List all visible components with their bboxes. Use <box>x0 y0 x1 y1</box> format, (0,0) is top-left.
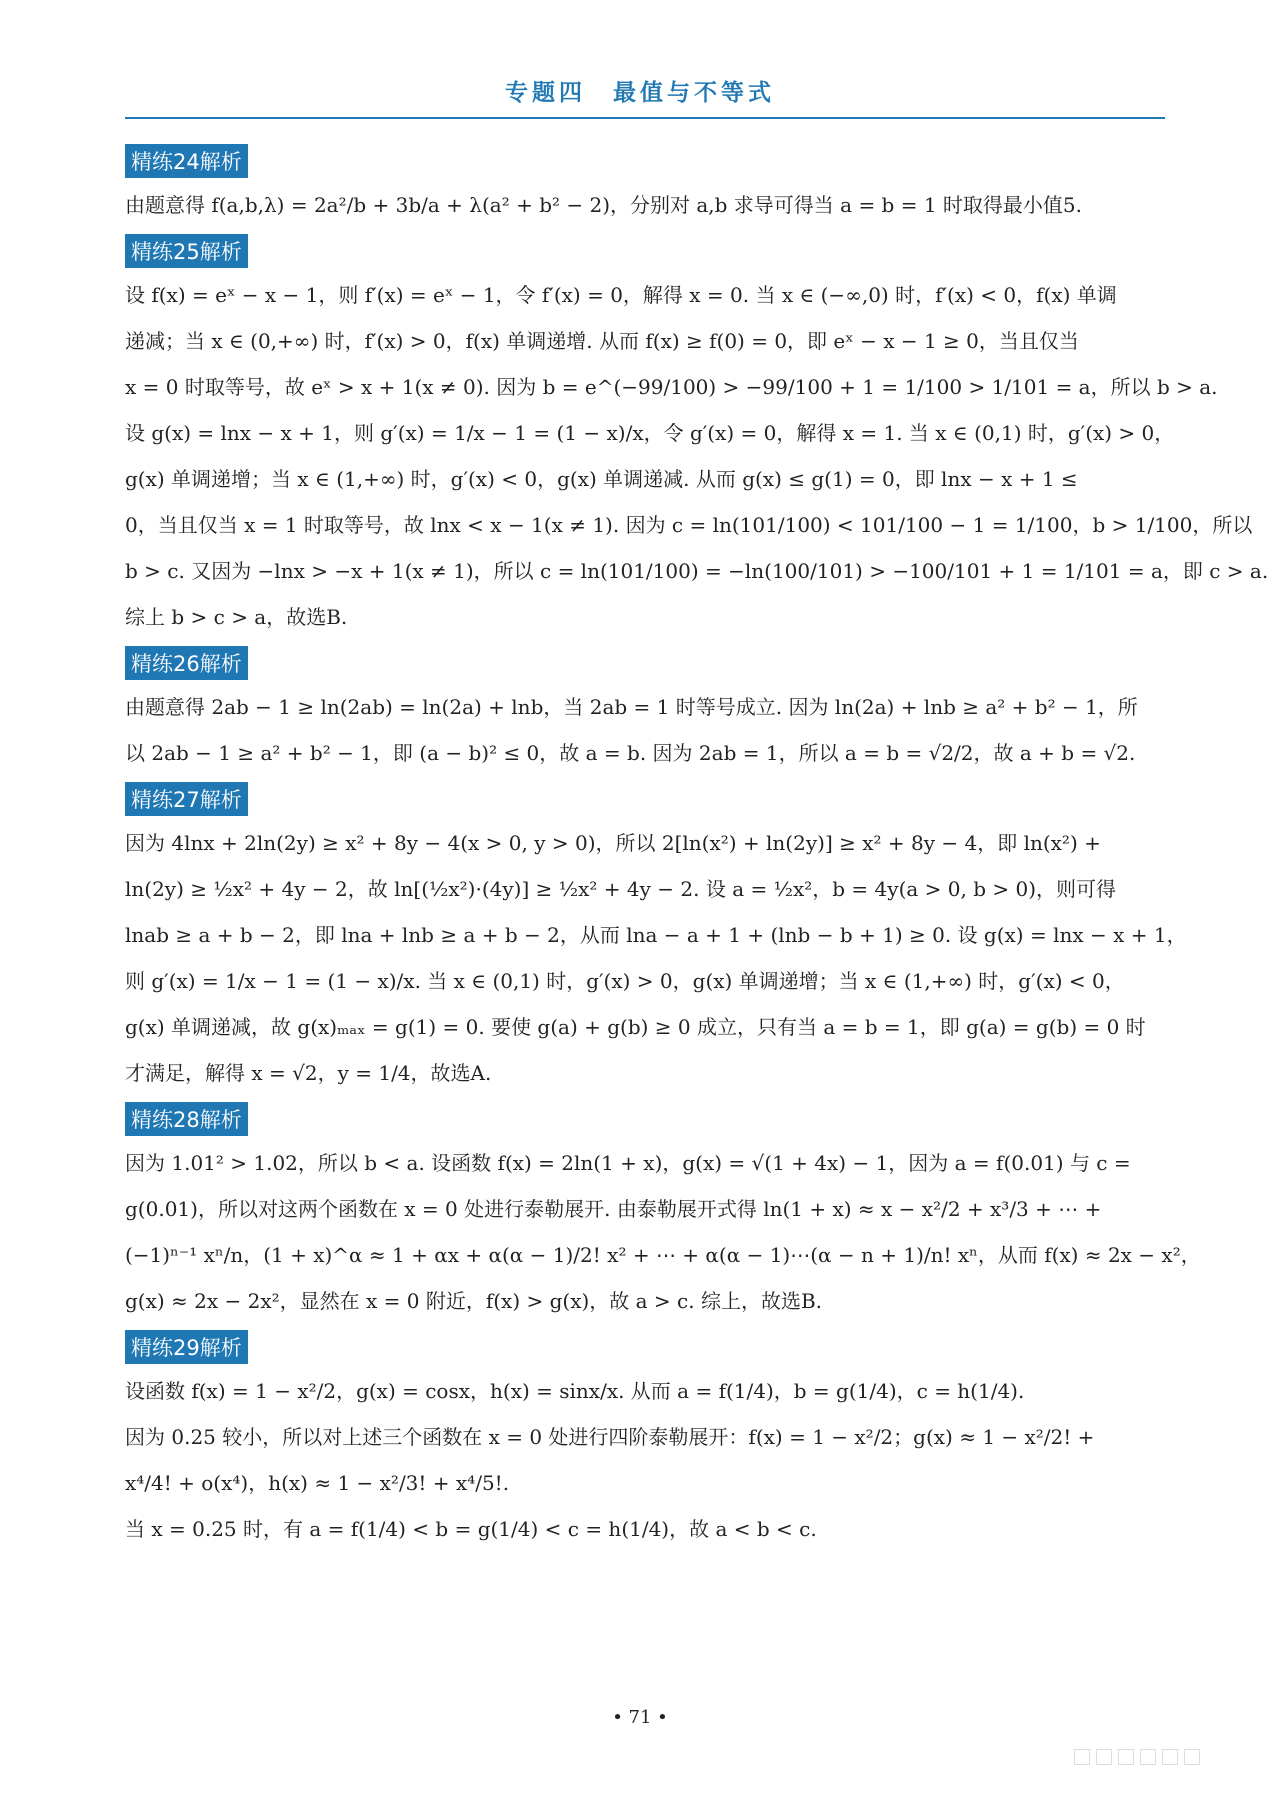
solution-text-line: b > c. 又因为 −lnx > −x + 1(x ≠ 1)，所以 c = ln(101/100) = −ln(100/101) > −100/101 + 1 = 1/101 = a，即 c > a. <box>125 559 1269 583</box>
solution-text-line: 当 x = 0.25 时，有 a = f(1/4) < b = g(1/4) < c = h(1/4)，故 a < b < c. <box>125 1517 817 1541</box>
solution-label: 精练28解析 <box>125 1102 248 1136</box>
solution-section <box>125 234 1269 640</box>
solution-section <box>125 1102 1201 1324</box>
solution-section <box>125 782 1187 1096</box>
solution-text-line: 因为 4lnx + 2ln(2y) ≥ x² + 8y − 4(x > 0, y > 0)，所以 2[ln(x²) + ln(2y)] ≥ x² + 8y − 4，即 ln(x²) + <box>125 831 1101 855</box>
solution-text-line: 设函数 f(x) = 1 − x²/2，g(x) = cosx，h(x) = sinx/x. 从而 a = f(1/4)，b = g(1/4)，c = h(1/4). <box>125 1379 1025 1403</box>
solution-text-line: 因为 1.01² > 1.02，所以 b < a. 设函数 f(x) = 2ln(1 + x)，g(x) = √(1 + 4x) − 1，因为 a = f(0.01) 与 c = <box>125 1151 1131 1175</box>
solution-text-line: 设 f(x) = eˣ − x − 1，则 f′(x) = eˣ − 1，令 f′(x) = 0，解得 x = 0. 当 x ∈ (−∞,0) 时，f′(x) < 0，f(x) 单调 <box>125 283 1117 307</box>
page-header-title: 专题四 最值与不等式 <box>505 80 775 106</box>
solution-section <box>125 1330 1165 1552</box>
header-rule <box>125 117 1165 119</box>
solution-text-line: 以 2ab − 1 ≥ a² + b² − 1，即 (a − b)² ≤ 0，故 a = b. 因为 2ab = 1，所以 a = b = √2/2，故 a + b = √2. <box>125 741 1136 765</box>
solution-text-line: 由题意得 f(a,b,λ) = 2a²/b + 3b/a + λ(a² + b² − 2)，分别对 a,b 求导可得当 a = b = 1 时取得最小值5. <box>125 193 1083 217</box>
solution-text-line: g(0.01)，所以对这两个函数在 x = 0 处进行泰勒展开. 由泰勒展开式得 ln(1 + x) ≈ x − x²/2 + x³/3 + ⋯ + <box>125 1197 1102 1221</box>
solution-text-line: g(x) ≈ 2x − 2x²，显然在 x = 0 附近，f(x) > g(x)，故 a > c. 综上，故选B. <box>125 1289 823 1313</box>
solution-text-line: x = 0 时取等号，故 eˣ > x + 1(x ≠ 0). 因为 b = e^(−99/100) > −99/100 + 1 = 1/100 > 1/101 = a，所以 b > a. <box>125 375 1218 399</box>
solution-text-line: g(x) 单调递增；当 x ∈ (1,+∞) 时，g′(x) < 0，g(x) 单调递减. 从而 g(x) ≤ g(1) = 0，即 lnx − x + 1 ≤ <box>125 467 1078 491</box>
solution-label: 精练26解析 <box>125 646 248 680</box>
solution-text-line: 设 g(x) = lnx − x + 1，则 g′(x) = 1/x − 1 = (1 − x)/x，令 g′(x) = 0，解得 x = 1. 当 x ∈ (0,1) 时，g′(x) > 0， <box>125 421 1175 445</box>
solution-text-line: 才满足，解得 x = √2，y = 1/4，故选A. <box>125 1061 492 1085</box>
solution-section <box>125 646 1165 776</box>
solution-text-line: 0，当且仅当 x = 1 时取等号，故 lnx < x − 1(x ≠ 1). 因为 c = ln(101/100) < 101/100 − 1 = 1/100，b > 1/100，所以 <box>125 513 1253 537</box>
page-number: • 71 • <box>612 1707 668 1728</box>
solution-label: 精练27解析 <box>125 782 248 816</box>
solution-text-line: 综上 b > c > a，故选B. <box>125 605 348 629</box>
solution-text-line: (−1)ⁿ⁻¹ xⁿ/n，(1 + x)^α ≈ 1 + αx + α(α − 1)/2! x² + ⋯ + α(α − 1)⋯(α − n + 1)/n! xⁿ，从而 f(x) ≈ 2x − x²， <box>125 1243 1201 1267</box>
solution-text-line: 因为 0.25 较小，所以对上述三个函数在 x = 0 处进行四阶泰勒展开：f(x) = 1 − x²/2；g(x) ≈ 1 − x²/2! + <box>125 1425 1095 1449</box>
watermark-marks <box>1074 1749 1200 1765</box>
solution-text-line: 由题意得 2ab − 1 ≥ ln(2ab) = ln(2a) + lnb，当 2ab = 1 时等号成立. 因为 ln(2a) + lnb ≥ a² + b² − 1，所 <box>125 695 1138 719</box>
solution-text-line: x⁴/4! + o(x⁴)，h(x) ≈ 1 − x²/3! + x⁴/5!. <box>125 1471 510 1495</box>
solution-text-line: 则 g′(x) = 1/x − 1 = (1 − x)/x. 当 x ∈ (0,1) 时，g′(x) > 0，g(x) 单调递增；当 x ∈ (1,+∞) 时，g′(x) < 0， <box>125 969 1125 993</box>
solution-text-line: lnab ≥ a + b − 2，即 lna + lnb ≥ a + b − 2，从而 lna − a + 1 + (lnb − b + 1) ≥ 0. 设 g(x) = lnx − x + 1， <box>125 923 1187 947</box>
solution-label: 精练29解析 <box>125 1330 248 1364</box>
solution-text-line: ln(2y) ≥ ½x² + 4y − 2，故 ln[(½x²)·(4y)] ≥ ½x² + 4y − 2. 设 a = ½x²，b = 4y(a > 0, b > 0)，则可得 <box>125 877 1117 901</box>
solution-text-line: 递减；当 x ∈ (0,+∞) 时，f′(x) > 0，f(x) 单调递增. 从而 f(x) ≥ f(0) = 0，即 eˣ − x − 1 ≥ 0，当且仅当 <box>125 329 1079 353</box>
solution-section <box>125 144 1165 228</box>
solution-label: 精练24解析 <box>125 144 248 178</box>
solution-text-line: g(x) 单调递减，故 g(x)ₘₐₓ = g(1) = 0. 要使 g(a) + g(b) ≥ 0 成立，只有当 a = b = 1，即 g(a) = g(b) = 0 时 <box>125 1015 1146 1039</box>
solutions-content <box>125 144 1269 1558</box>
solution-label: 精练25解析 <box>125 234 248 268</box>
